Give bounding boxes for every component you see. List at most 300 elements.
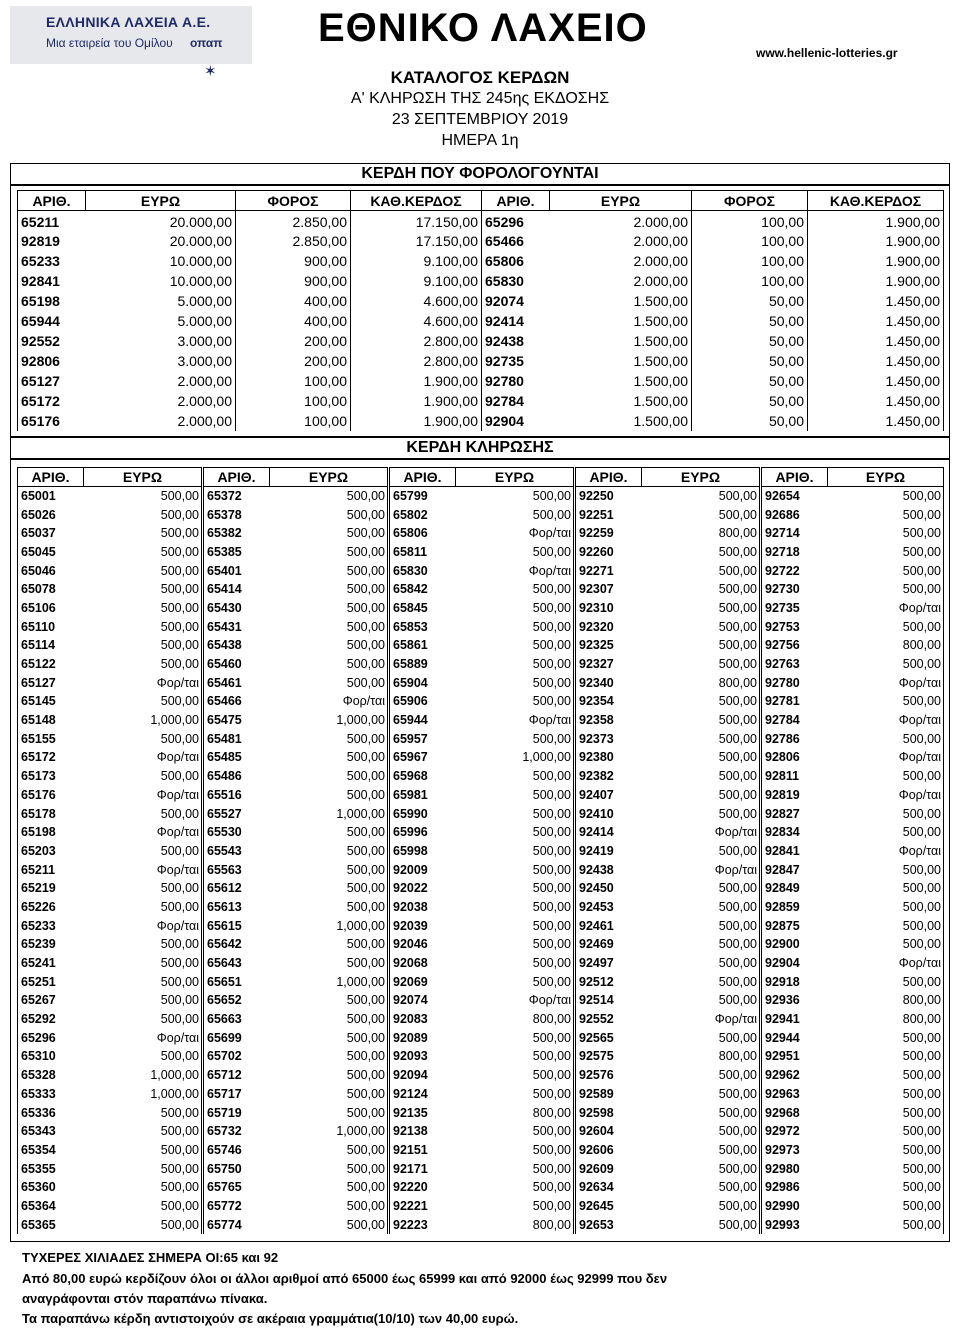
table-row [18, 1141, 202, 1160]
table-row [18, 729, 202, 748]
prize-euro: 500,00 [84, 487, 202, 506]
ticket-number: 65967 [390, 748, 456, 767]
prize-euro: Φορ/ται [828, 599, 944, 618]
table-row [390, 1178, 574, 1197]
table-row [18, 599, 202, 618]
prize-euro: 500,00 [270, 767, 388, 786]
ticket-number: 65365 [18, 1215, 84, 1234]
table-row [762, 1197, 944, 1216]
table-row [18, 823, 202, 842]
ticket-number: 92847 [762, 860, 828, 879]
ticket-number: 92410 [576, 804, 642, 823]
table-row [18, 351, 482, 371]
ticket-number: 92904 [762, 954, 828, 973]
prize-euro: 500,00 [828, 898, 944, 917]
ticket-number: 92414 [482, 311, 550, 331]
table-row [762, 972, 944, 991]
prize-euro: 500,00 [828, 1178, 944, 1197]
table-row [18, 1197, 202, 1216]
ticket-number: 65998 [390, 842, 456, 861]
prize-euro: 500,00 [270, 617, 388, 636]
ticket-number: 92565 [576, 1028, 642, 1047]
ticket-number: 65996 [390, 823, 456, 842]
prize-euro: 500,00 [84, 767, 202, 786]
prize-euro: 500,00 [642, 711, 760, 730]
ticket-number: 92756 [762, 636, 828, 655]
ticket-number: 92124 [390, 1085, 456, 1104]
ticket-number: 65481 [204, 729, 270, 748]
table-row [762, 1085, 944, 1104]
prize-euro: 500,00 [270, 898, 388, 917]
ticket-number: 65241 [18, 954, 84, 973]
table-row [18, 972, 202, 991]
table-row [390, 916, 574, 935]
table-row [18, 991, 202, 1010]
taxed-table-right [481, 190, 944, 431]
prize-euro: Φορ/ται [642, 860, 760, 879]
table-row [390, 879, 574, 898]
table-row [390, 842, 574, 861]
prize-euro: 500,00 [456, 729, 574, 748]
ticket-number: 65861 [390, 636, 456, 655]
prize-tax: 2.850,00 [236, 231, 351, 251]
ticket-number: 92645 [576, 1197, 642, 1216]
column-header-number: ΑΡΙΘ. [762, 468, 828, 487]
table-row [204, 1066, 388, 1085]
prize-euro: 500,00 [270, 748, 388, 767]
prize-euro: 500,00 [456, 1122, 574, 1141]
table-row [762, 1066, 944, 1085]
prize-euro: 500,00 [828, 1122, 944, 1141]
prize-net: 9.100,00 [351, 251, 482, 271]
table-row [204, 1197, 388, 1216]
table-row [204, 524, 388, 543]
table-row [762, 954, 944, 973]
ticket-number: 65485 [204, 748, 270, 767]
table-row [390, 1122, 574, 1141]
prize-euro: 500,00 [642, 767, 760, 786]
ticket-number: 65527 [204, 804, 270, 823]
prize-euro: 500,00 [642, 954, 760, 973]
prize-euro: 500,00 [642, 1066, 760, 1085]
page-title: ΕΘΝΙΚΟ ΛΑΧΕΙΟ [318, 6, 648, 50]
prize-tax: 50,00 [692, 391, 808, 411]
table-row [576, 692, 760, 711]
table-row [390, 599, 574, 618]
prize-euro: 500,00 [84, 617, 202, 636]
table-row [204, 617, 388, 636]
prize-net: 1.900,00 [808, 211, 944, 231]
ticket-number: 92973 [762, 1141, 828, 1160]
ticket-note: Τα παραπάνω κέρδη αντιστοιχούν σε ακέραια γραμμάτια(10/10) των 40,00 ευρώ. [22, 1311, 519, 1326]
table-row [390, 786, 574, 805]
table-row [576, 729, 760, 748]
table-row [18, 1085, 202, 1104]
table-row [762, 748, 944, 767]
table-row [762, 767, 944, 786]
prize-euro: 800,00 [456, 1215, 574, 1234]
prize-net: 9.100,00 [351, 271, 482, 291]
table-row [576, 599, 760, 618]
ticket-number: 92380 [576, 748, 642, 767]
prize-tax: 100,00 [692, 211, 808, 231]
table-row [482, 311, 944, 331]
table-row [576, 935, 760, 954]
ticket-number: 65176 [18, 411, 86, 431]
column-header-euro: ΕΥΡΩ [642, 468, 760, 487]
prize-euro: 500,00 [642, 748, 760, 767]
prize-euro: 5.000,00 [86, 311, 236, 331]
ticket-number: 92074 [482, 291, 550, 311]
prize-euro: 1.500,00 [550, 291, 692, 311]
ticket-number: 92941 [762, 1010, 828, 1029]
column-header-number: ΑΡΙΘ. [482, 191, 550, 211]
ticket-number: 92841 [762, 842, 828, 861]
ticket-number: 92735 [482, 351, 550, 371]
ticket-number: 92972 [762, 1122, 828, 1141]
prize-euro: 500,00 [270, 786, 388, 805]
table-row [576, 1103, 760, 1122]
prize-euro: 500,00 [828, 543, 944, 562]
prize-tax: 100,00 [692, 271, 808, 291]
prize-euro: 500,00 [456, 580, 574, 599]
prize-euro: 500,00 [828, 1066, 944, 1085]
prize-euro: 500,00 [642, 617, 760, 636]
prize-euro: 20.000,00 [86, 211, 236, 231]
prize-euro: 500,00 [642, 599, 760, 618]
prize-euro: 500,00 [828, 1047, 944, 1066]
prize-euro: 500,00 [642, 1178, 760, 1197]
prize-tax: 50,00 [692, 331, 808, 351]
ticket-number: 65233 [18, 251, 86, 271]
prize-euro: 500,00 [642, 898, 760, 917]
ticket-number: 65114 [18, 636, 84, 655]
prize-euro: 2.000,00 [550, 231, 692, 251]
prize-euro: 500,00 [84, 561, 202, 580]
table-row [576, 1122, 760, 1141]
ticket-number: 92461 [576, 916, 642, 935]
ticket-number: 65211 [18, 860, 84, 879]
prize-euro: Φορ/ται [828, 842, 944, 861]
table-row [18, 391, 482, 411]
prize-euro: 500,00 [84, 842, 202, 861]
column-header-number: ΑΡΙΘ. [204, 468, 270, 487]
ticket-number: 92151 [390, 1141, 456, 1160]
table-row [762, 580, 944, 599]
prize-euro: 500,00 [84, 1141, 202, 1160]
table-row [762, 1028, 944, 1047]
ticket-number: 92354 [576, 692, 642, 711]
draw-section [10, 459, 950, 1242]
ticket-number: 65663 [204, 1010, 270, 1029]
prize-euro: 500,00 [456, 842, 574, 861]
prize-euro: 2.000,00 [550, 251, 692, 271]
prize-euro: 1,000,00 [270, 1122, 388, 1141]
prize-euro: 500,00 [642, 991, 760, 1010]
table-row [576, 1178, 760, 1197]
ticket-number: 65845 [390, 599, 456, 618]
prize-euro: 1.500,00 [550, 351, 692, 371]
table-row [204, 599, 388, 618]
ticket-number: 92606 [576, 1141, 642, 1160]
table-row [576, 823, 760, 842]
prize-euro: 500,00 [84, 505, 202, 524]
ticket-number: 65414 [204, 580, 270, 599]
table-row [482, 211, 944, 231]
draw-day: ΗΜΕΡΑ 1η [441, 132, 519, 149]
prize-euro: 500,00 [642, 786, 760, 805]
table-row [390, 617, 574, 636]
prize-euro: 1.500,00 [550, 331, 692, 351]
table-row [482, 351, 944, 371]
ticket-number: 65802 [390, 505, 456, 524]
ticket-number: 65001 [18, 487, 84, 506]
table-row [204, 972, 388, 991]
prize-net: 1.450,00 [808, 351, 944, 371]
table-row [762, 823, 944, 842]
ticket-number: 65333 [18, 1085, 84, 1104]
ticket-number: 92598 [576, 1103, 642, 1122]
table-row [390, 655, 574, 674]
ticket-number: 92220 [390, 1178, 456, 1197]
prize-euro: Φορ/ται [84, 673, 202, 692]
ticket-number: 92780 [762, 673, 828, 692]
prize-euro: 500,00 [642, 1141, 760, 1160]
table-row [390, 487, 574, 506]
ticket-number: 65981 [390, 786, 456, 805]
table-row [576, 1215, 760, 1234]
table-row [576, 1028, 760, 1047]
prize-euro: 500,00 [456, 916, 574, 935]
table-row [204, 655, 388, 674]
column-header-number: ΑΡΙΘ. [18, 468, 84, 487]
prize-euro: 500,00 [84, 729, 202, 748]
ticket-number: 65155 [18, 729, 84, 748]
ticket-number: 65702 [204, 1047, 270, 1066]
prize-euro: 500,00 [270, 580, 388, 599]
ticket-number: 92340 [576, 673, 642, 692]
prize-euro: 500,00 [456, 692, 574, 711]
ticket-number: 92089 [390, 1028, 456, 1047]
table-row [390, 823, 574, 842]
ticket-number: 92841 [18, 271, 86, 291]
ticket-number: 65806 [482, 251, 550, 271]
prize-net: 2.800,00 [351, 351, 482, 371]
prize-euro: 500,00 [84, 879, 202, 898]
table-row [18, 561, 202, 580]
prize-euro: 1,000,00 [456, 748, 574, 767]
ticket-number: 92963 [762, 1085, 828, 1104]
prize-euro: 800,00 [828, 1010, 944, 1029]
ticket-number: 65431 [204, 617, 270, 636]
table-row [390, 935, 574, 954]
table-row [762, 692, 944, 711]
draw-title: Α' ΚΛΗΡΩΣΗ ΤΗΣ 245ης ΕΚΔΟΣΗΣ [350, 90, 610, 107]
prize-euro: 500,00 [456, 1028, 574, 1047]
ticket-number: 65612 [204, 879, 270, 898]
prize-euro: 500,00 [456, 823, 574, 842]
prize-tax: 2.850,00 [236, 211, 351, 231]
table-row [18, 580, 202, 599]
prize-euro: Φορ/ται [456, 524, 574, 543]
table-row [18, 291, 482, 311]
ticket-number: 65343 [18, 1122, 84, 1141]
prize-euro: 500,00 [456, 860, 574, 879]
column-header-euro: ΕΥΡΩ [456, 468, 574, 487]
table-row [576, 711, 760, 730]
table-row [204, 1103, 388, 1122]
ticket-number: 92438 [482, 331, 550, 351]
ticket-number: 92438 [576, 860, 642, 879]
ticket-number: 65642 [204, 935, 270, 954]
ticket-number: 92221 [390, 1197, 456, 1216]
prize-euro: 500,00 [456, 505, 574, 524]
ticket-number: 65957 [390, 729, 456, 748]
prize-euro: 500,00 [84, 954, 202, 973]
table-row [18, 1159, 202, 1178]
ticket-number: 92046 [390, 935, 456, 954]
prize-euro: 800,00 [642, 673, 760, 692]
ticket-number: 92260 [576, 543, 642, 562]
table-row [762, 804, 944, 823]
table-row [576, 954, 760, 973]
prize-euro: 800,00 [456, 1103, 574, 1122]
prize-euro: 500,00 [456, 1066, 574, 1085]
prize-euro: 2.000,00 [86, 371, 236, 391]
table-row [390, 1047, 574, 1066]
prize-tax: 100,00 [236, 371, 351, 391]
ticket-number: 65944 [390, 711, 456, 730]
ticket-number: 92993 [762, 1215, 828, 1234]
ticket-number: 92514 [576, 991, 642, 1010]
table-row [576, 860, 760, 879]
ticket-number: 65145 [18, 692, 84, 711]
prize-euro: 1,000,00 [270, 711, 388, 730]
prize-euro: 500,00 [270, 1028, 388, 1047]
table-row [576, 1159, 760, 1178]
table-row [762, 561, 944, 580]
ticket-number: 65944 [18, 311, 86, 331]
ticket-number: 65643 [204, 954, 270, 973]
ticket-number: 65211 [18, 211, 86, 231]
prize-euro: 500,00 [270, 487, 388, 506]
prize-euro: 500,00 [828, 935, 944, 954]
table-row [204, 561, 388, 580]
prize-euro: Φορ/ται [84, 748, 202, 767]
table-row [390, 543, 574, 562]
table-row [204, 767, 388, 786]
prize-euro: Φορ/ται [828, 786, 944, 805]
table-row [576, 561, 760, 580]
ticket-number: 92083 [390, 1010, 456, 1029]
ticket-number: 65378 [204, 505, 270, 524]
taxed-section-title: ΚΕΡΔΗ ΠΟΥ ΦΟΡΟΛΟΓΟΥΝΤΑΙ [10, 163, 950, 185]
ticket-number: 92784 [482, 391, 550, 411]
ticket-number: 65046 [18, 561, 84, 580]
ticket-number: 92609 [576, 1159, 642, 1178]
table-row [18, 311, 482, 331]
table-row [762, 898, 944, 917]
table-row [18, 767, 202, 786]
prize-euro: 3.000,00 [86, 331, 236, 351]
ticket-number: 65968 [390, 767, 456, 786]
ticket-number: 92686 [762, 505, 828, 524]
table-row [576, 673, 760, 692]
ticket-number: 92634 [576, 1178, 642, 1197]
table-row [576, 1141, 760, 1160]
table-row [390, 991, 574, 1010]
table-row [482, 331, 944, 351]
table-row [204, 1010, 388, 1029]
prize-euro: 800,00 [642, 524, 760, 543]
column-header-euro: ΕΥΡΩ [270, 468, 388, 487]
table-row [18, 916, 202, 935]
prize-euro: 500,00 [456, 954, 574, 973]
prize-euro: 1,000,00 [270, 916, 388, 935]
lucky-thousands-note: ΤΥΧΕΡΕΣ ΧΙΛΙΑΔΕΣ ΣΗΜΕΡΑ ΟΙ:65 και 92 [22, 1250, 279, 1265]
ticket-number: 92552 [576, 1010, 642, 1029]
table-row [18, 524, 202, 543]
prize-tax: 200,00 [236, 331, 351, 351]
table-row [762, 1178, 944, 1197]
table-row [390, 673, 574, 692]
ticket-number: 92735 [762, 599, 828, 618]
table-row [762, 599, 944, 618]
draw-table-5 [761, 467, 944, 1234]
prize-euro: 500,00 [456, 972, 574, 991]
table-row [576, 1066, 760, 1085]
prize-euro: 500,00 [642, 580, 760, 599]
table-row [390, 636, 574, 655]
ticket-number: 92859 [762, 898, 828, 917]
ticket-number: 92039 [390, 916, 456, 935]
table-row [482, 391, 944, 411]
table-row [762, 1010, 944, 1029]
table-row [762, 1141, 944, 1160]
prize-euro: 500,00 [456, 786, 574, 805]
table-row [204, 786, 388, 805]
prize-euro: 500,00 [642, 1197, 760, 1216]
ticket-number: 65045 [18, 543, 84, 562]
ticket-number: 92654 [762, 487, 828, 506]
table-row [762, 487, 944, 506]
prize-euro: 500,00 [828, 655, 944, 674]
table-row [576, 580, 760, 599]
table-row [204, 935, 388, 954]
table-row [762, 673, 944, 692]
ticket-number: 65336 [18, 1103, 84, 1122]
prize-euro: Φορ/ται [828, 748, 944, 767]
ticket-number: 65830 [390, 561, 456, 580]
table-row [576, 655, 760, 674]
table-row [482, 411, 944, 431]
website-address: www.hellenic-lotteries.gr [756, 46, 898, 60]
ticket-number: 65110 [18, 617, 84, 636]
table-row [576, 487, 760, 506]
table-row [762, 524, 944, 543]
prize-euro: 500,00 [456, 636, 574, 655]
ticket-number: 65746 [204, 1141, 270, 1160]
ticket-number: 65296 [482, 211, 550, 231]
taxed-table-left [17, 190, 482, 431]
table-row [18, 1122, 202, 1141]
prize-euro: 500,00 [828, 804, 944, 823]
prize-euro: 500,00 [642, 935, 760, 954]
prize-euro: 500,00 [642, 543, 760, 562]
ticket-number: 65842 [390, 580, 456, 599]
prize-euro: Φορ/ται [84, 1028, 202, 1047]
ticket-number: 65543 [204, 842, 270, 861]
